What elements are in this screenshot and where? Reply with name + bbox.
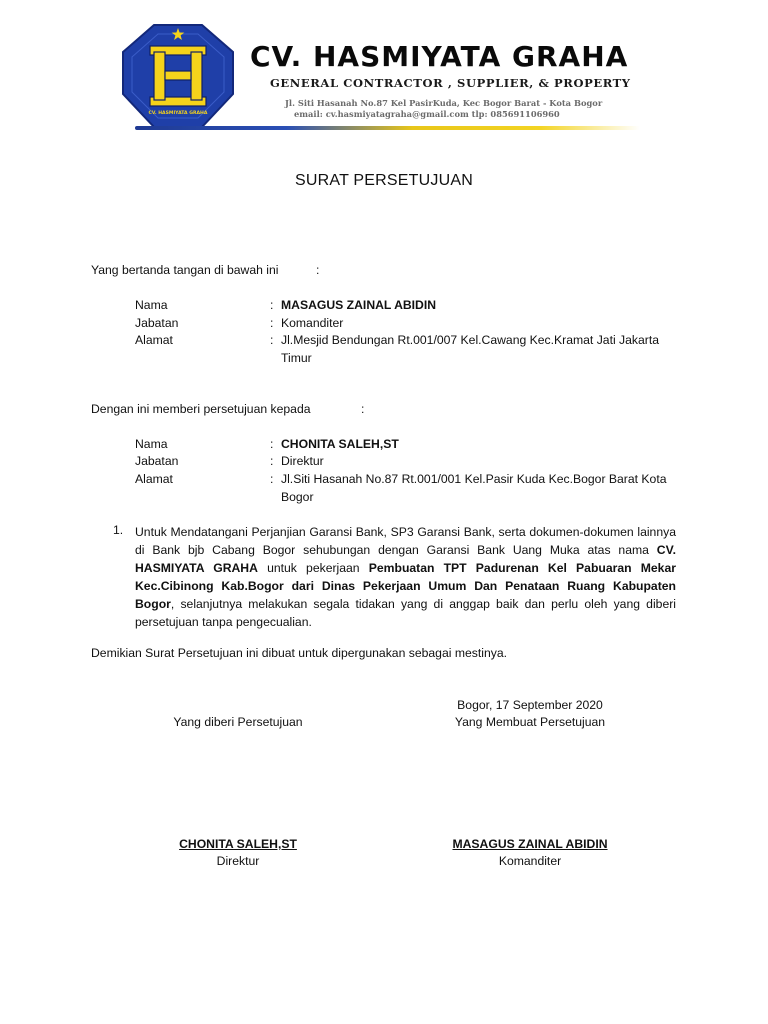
company-contact: email: cv.hasmiyatagraha@gmail.com tlp: 085691106960 — [294, 109, 560, 119]
document-title: SURAT PERSETUJUAN — [295, 172, 473, 189]
section1-position-label: Jabatan — [135, 316, 179, 330]
company-tagline: GENERAL CONTRACTOR , SUPPLIER, & PROPERTY — [270, 76, 631, 90]
right-signer-name: MASAGUS ZAINAL ABIDIN — [452, 837, 608, 851]
section2-position-value: Direktur — [281, 454, 324, 468]
section1-name-colon: : — [270, 298, 274, 312]
left-signer-title: Direktur — [216, 854, 260, 868]
closing-statement: Demikian Surat Persetujuan ini dibuat untuk dipergunakan sebagai mestinya. — [91, 646, 507, 660]
item-text-c: untuk pekerjaan — [257, 561, 369, 575]
logo-caption: CV. HASMIYATA GRAHA — [148, 111, 208, 116]
company-address: Jl. Siti Hasanah No.87 Kel PasirKuda, Kec Bogor Barat - Kota Bogor — [285, 98, 603, 108]
section2-address-colon: : — [270, 472, 274, 486]
item-project: Pembuatan TPT Padurenan Kel Pabuaran Mekar Kec.Cibinong Kab.Bogor dari Dinas Pekerjaan Umum Dan Penataan Ruang Kabupaten Bogor — [135, 561, 676, 611]
section2-intro: Dengan ini memberi persetujuan kepada — [91, 402, 311, 416]
section2-intro-colon: : — [361, 402, 365, 416]
left-signer-name: CHONITA SALEH,ST — [179, 837, 297, 851]
section1-name-value: MASAGUS ZAINAL ABIDIN — [281, 298, 437, 312]
item-text-e: , selanjutnya melakukan segala tidakan yang di anggap baik dan perlu oleh yang diberi persetujuan tanpa pengecualian. — [135, 597, 676, 629]
section2-name-colon: : — [270, 437, 274, 451]
section2-address-value: Jl.Siti Hasanah No.87 Rt.001/001 Kel.Pasir Kuda Kec.Bogor Barat Kota Bogor — [281, 472, 667, 504]
item-number: 1. — [113, 523, 124, 537]
company-logo — [120, 22, 236, 130]
section2-position-label: Jabatan — [135, 454, 179, 468]
section2-name-label: Nama — [135, 437, 168, 451]
header-divider — [135, 126, 640, 130]
item-text-a: Untuk Mendatangani Perjanjian Garansi Bank, SP3 Garansi Bank, serta dokumen-dokumen lainnya di Bank bjb Cabang Bogor sehubungan dengan Garansi Bank Uang Muka atas nama — [135, 525, 676, 557]
item-paragraph — [135, 523, 676, 631]
section2-position-colon: : — [270, 454, 274, 468]
item-company: CV. HASMIYATA GRAHA — [135, 543, 676, 575]
section1-address-label: Alamat — [135, 333, 173, 347]
section2-name-value: CHONITA SALEH,ST — [281, 437, 399, 451]
right-signer-role: Yang Membuat Persetujuan — [454, 715, 606, 729]
section1-position-value: Komanditer — [281, 316, 344, 330]
letterhead — [0, 0, 768, 140]
section2-address-label: Alamat — [135, 472, 173, 486]
company-name: CV. HASMIYATA GRAHA — [250, 40, 629, 73]
section1-position-colon: : — [270, 316, 274, 330]
section1-intro-colon: : — [316, 263, 320, 277]
left-signer-role: Yang diberi Persetujuan — [173, 715, 303, 729]
section1-address-colon: : — [270, 333, 274, 347]
section1-address-value: Jl.Mesjid Bendungan Rt.001/007 Kel.Cawang Kec.Kramat Jati Jakarta Timur — [281, 333, 660, 365]
section1-name-label: Nama — [135, 298, 168, 312]
right-signer-title: Komanditer — [498, 854, 562, 868]
place-date: Bogor, 17 September 2020 — [457, 698, 603, 712]
section1-intro: Yang bertanda tangan di bawah ini — [91, 263, 279, 277]
